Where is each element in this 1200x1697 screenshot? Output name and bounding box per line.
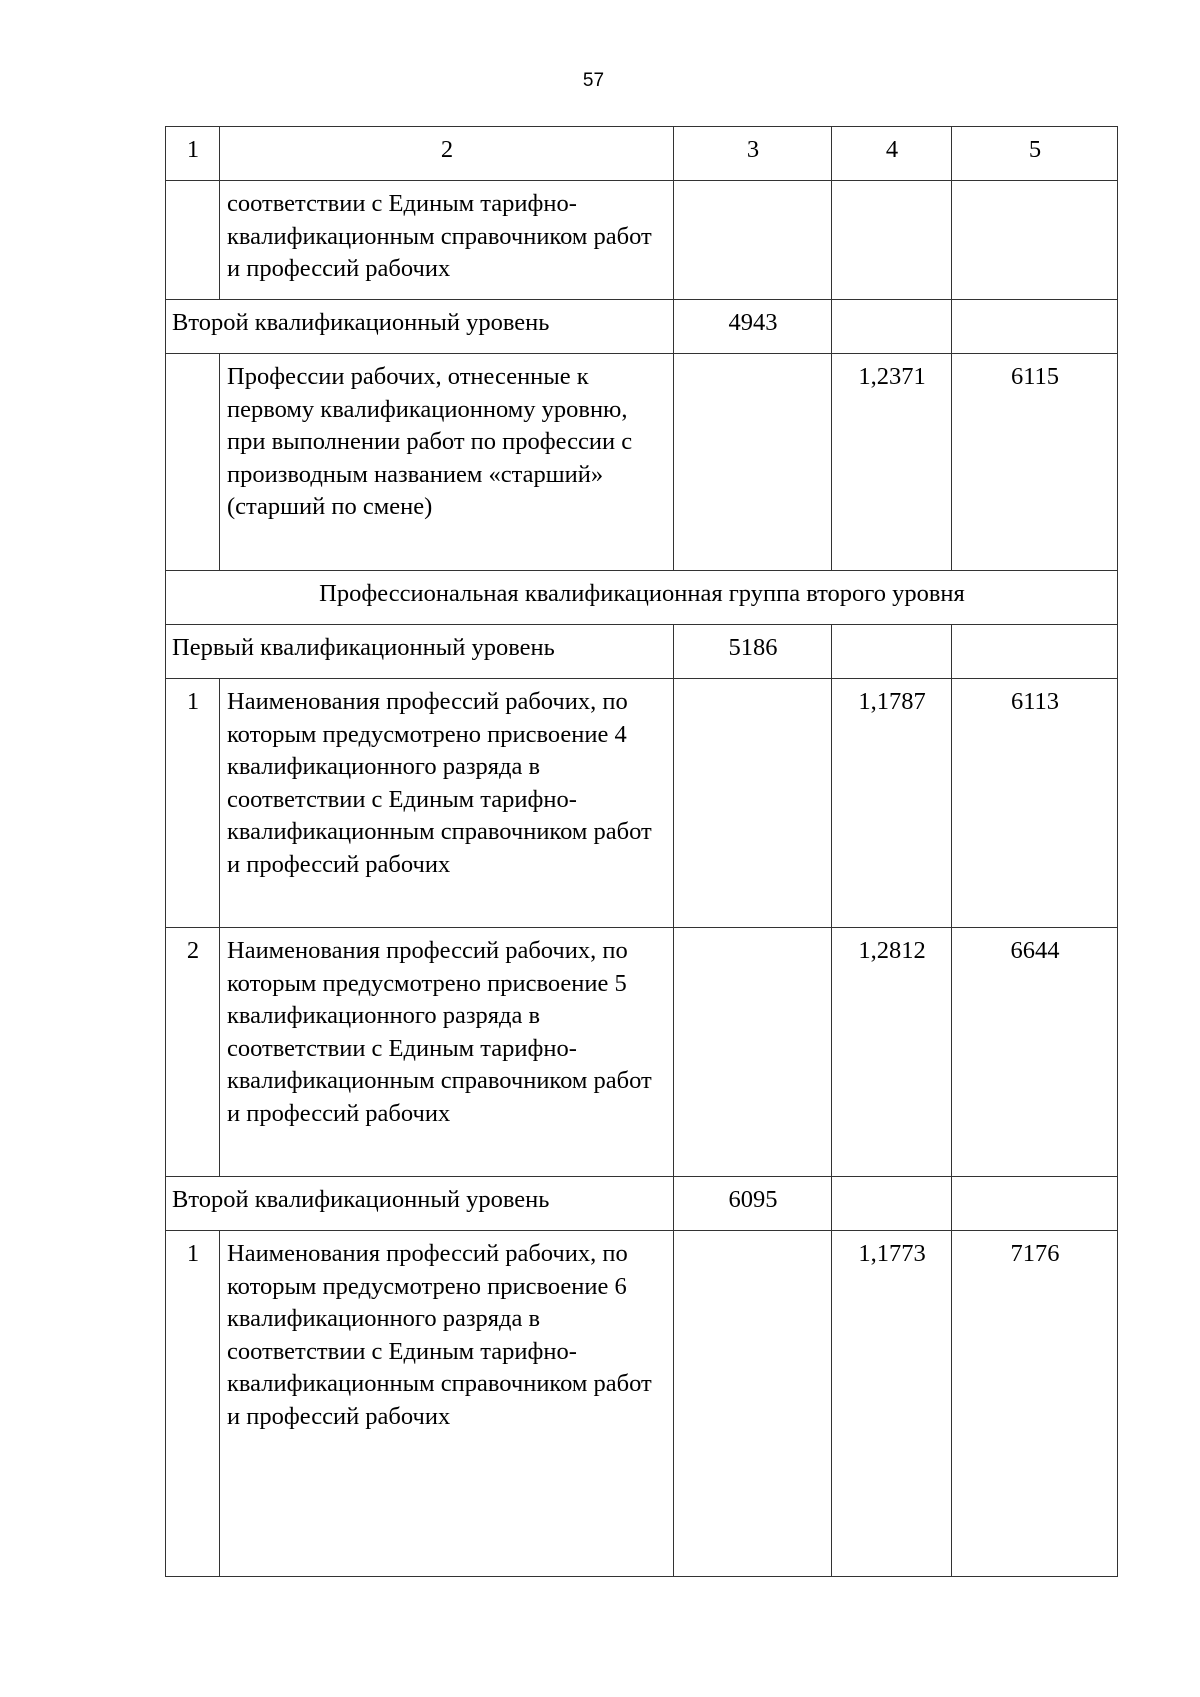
qualification-group-title: Профессиональная квалификационная группа второго уровня bbox=[166, 571, 1118, 625]
base-salary-cell bbox=[674, 181, 832, 300]
row-number-cell bbox=[166, 354, 220, 571]
table-header-row bbox=[166, 127, 1118, 181]
coefficient-cell: 1,2812 bbox=[832, 928, 952, 1177]
base-salary-cell bbox=[674, 928, 832, 1177]
salary-cell: 6113 bbox=[952, 679, 1118, 928]
salary-cell: 6115 bbox=[952, 354, 1118, 571]
salary-cell bbox=[952, 181, 1118, 300]
header-cell-1: 1 bbox=[166, 127, 220, 181]
base-salary-cell: 6095 bbox=[674, 1177, 832, 1231]
salary-cell: 7176 bbox=[952, 1231, 1118, 1577]
qualification-level-row bbox=[166, 1177, 1118, 1231]
qualification-level-label: Второй квалификационный уровень bbox=[166, 1177, 674, 1231]
coefficient-cell bbox=[832, 181, 952, 300]
coefficient-cell bbox=[832, 625, 952, 679]
row-number-cell: 1 bbox=[166, 1231, 220, 1577]
base-salary-cell: 5186 bbox=[674, 625, 832, 679]
qualification-level-row bbox=[166, 300, 1118, 354]
row-number-cell bbox=[166, 181, 220, 300]
coefficient-cell: 1,2371 bbox=[832, 354, 952, 571]
base-salary-cell bbox=[674, 354, 832, 571]
base-salary-cell bbox=[674, 1231, 832, 1577]
page-number: 57 bbox=[582, 70, 605, 91]
coefficient-cell bbox=[832, 1177, 952, 1231]
base-salary-cell bbox=[674, 679, 832, 928]
profession-description-cell: соответствии с Единым тарифно-квалификационным справочником работ и профессий рабочих bbox=[220, 181, 674, 300]
coefficient-cell: 1,1773 bbox=[832, 1231, 952, 1577]
header-cell-4: 4 bbox=[832, 127, 952, 181]
salary-cell: 6644 bbox=[952, 928, 1118, 1177]
table-row bbox=[166, 1231, 1118, 1577]
coefficient-cell bbox=[832, 300, 952, 354]
qualification-group-row bbox=[166, 571, 1118, 625]
qualification-level-label: Второй квалификационный уровень bbox=[166, 300, 674, 354]
salary-cell bbox=[952, 625, 1118, 679]
profession-description-cell: Наименования профессий рабочих, по которым предусмотрено присвоение 6 квалификационного разряда в соответствии с Единым тарифно-квалификационным справочником работ и профессий рабочих bbox=[220, 1231, 674, 1577]
profession-description-cell: Наименования профессий рабочих, по которым предусмотрено присвоение 4 квалификационного разряда в соответствии с Единым тарифно-квалификационным справочником работ и профессий рабочих bbox=[220, 679, 674, 928]
header-cell-2: 2 bbox=[220, 127, 674, 181]
table-row bbox=[166, 181, 1118, 300]
salary-cell bbox=[952, 300, 1118, 354]
table-row bbox=[166, 354, 1118, 571]
qualification-level-label: Первый квалификационный уровень bbox=[166, 625, 674, 679]
profession-description-cell: Профессии рабочих, отнесенные к первому квалификационному уровню, при выполнении работ по профессии с производным названием «старший» (старший по смене) bbox=[220, 354, 674, 571]
profession-description-cell: Наименования профессий рабочих, по которым предусмотрено присвоение 5 квалификационного разряда в соответствии с Единым тарифно-квалификационным справочником работ и профессий рабочих bbox=[220, 928, 674, 1177]
qualification-level-row bbox=[166, 625, 1118, 679]
coefficient-cell: 1,1787 bbox=[832, 679, 952, 928]
header-cell-3: 3 bbox=[674, 127, 832, 181]
row-number-cell: 1 bbox=[166, 679, 220, 928]
salary-cell bbox=[952, 1177, 1118, 1231]
table-row bbox=[166, 928, 1118, 1177]
header-cell-5: 5 bbox=[952, 127, 1118, 181]
table-row bbox=[166, 679, 1118, 928]
base-salary-cell: 4943 bbox=[674, 300, 832, 354]
qualification-table bbox=[165, 126, 1118, 1577]
row-number-cell: 2 bbox=[166, 928, 220, 1177]
